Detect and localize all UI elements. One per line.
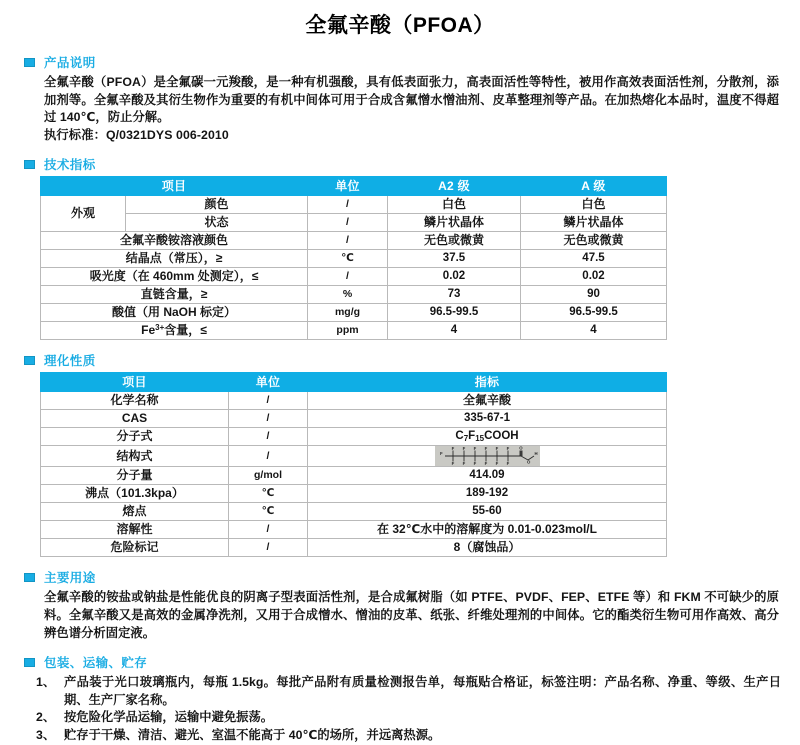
svg-text:F: F — [451, 461, 454, 467]
section-header-product-description — [24, 53, 800, 71]
svg-text:O: O — [526, 459, 530, 465]
table-header-row — [41, 373, 667, 392]
column-header-index: 指标 — [308, 373, 667, 392]
section-title-tech-specs: 技术指标 — [44, 158, 96, 173]
list-item — [36, 674, 781, 709]
cell-value: 在 32℃水中的溶解度为 0.01-0.023mol/L — [308, 521, 667, 539]
table-row — [41, 250, 667, 268]
cell-unit: / — [229, 539, 308, 557]
cell-item: 吸光度（在 460mm 处测定），≤ — [41, 268, 308, 286]
cell-unit: ℃ — [308, 250, 388, 268]
cell-value: 335-67-1 — [308, 410, 667, 428]
main-uses-body — [44, 589, 779, 642]
svg-text:F: F — [473, 446, 476, 452]
cell-a2: 96.5-99.5 — [388, 304, 521, 322]
cell-a: 白色 — [521, 196, 667, 214]
svg-text:F: F — [506, 446, 509, 452]
cell-a2: 白色 — [388, 196, 521, 214]
cell-a: 47.5 — [521, 250, 667, 268]
cell-item: 分子量 — [41, 467, 229, 485]
cell-unit: / — [308, 232, 388, 250]
svg-text:F: F — [495, 446, 498, 452]
cell-value: 189-192 — [308, 485, 667, 503]
table-row — [41, 539, 667, 557]
svg-text:F: F — [484, 446, 487, 452]
list-text: 按危险化学品运输，运输中避免振荡。 — [64, 710, 274, 725]
cell-value: 全氟辛酸 — [308, 392, 667, 410]
list-item — [36, 727, 781, 745]
cell-item: 沸点（101.3kpa） — [41, 485, 229, 503]
list-marker: 1、 — [36, 675, 56, 690]
page-title: 全氟辛酸（PFOA） — [305, 14, 495, 37]
cell-unit: / — [229, 446, 308, 467]
cell-a2: 0.02 — [388, 268, 521, 286]
cell-value: 8（腐蚀品） — [308, 539, 667, 557]
molecular-formula: $C_7F_{15}COOH$ — [455, 430, 519, 444]
phys-chem-table-wrap — [40, 372, 800, 557]
packaging-list — [36, 674, 781, 744]
svg-text:F: F — [462, 446, 465, 452]
column-header-unit: 单位 — [308, 177, 388, 196]
svg-text:F: F — [462, 461, 465, 467]
cell-item: 颜色 — [126, 196, 308, 214]
cell-unit: ppm — [308, 322, 388, 340]
cell-a2: 73 — [388, 286, 521, 304]
table-row — [41, 196, 667, 214]
cell-unit: / — [229, 521, 308, 539]
cell-value-structure — [308, 446, 667, 467]
cell-item: CAS — [41, 410, 229, 428]
svg-text:F: F — [495, 461, 498, 467]
list-marker: 2、 — [36, 710, 56, 725]
cell-item: 溶解性 — [41, 521, 229, 539]
product-description-standard: 执行标准：Q/0321DYS 006-2010 — [44, 127, 229, 142]
product-description-body — [44, 74, 779, 144]
svg-text:H: H — [534, 451, 538, 457]
cell-value: 414.09 — [308, 467, 667, 485]
section-header-packaging — [24, 653, 800, 671]
section-title-main-uses: 主要用途 — [44, 571, 96, 586]
cell-a: 鳞片状晶体 — [521, 214, 667, 232]
cell-unit: / — [229, 392, 308, 410]
table-row — [41, 410, 667, 428]
table-row — [41, 467, 667, 485]
section-header-phys-chem — [24, 351, 800, 369]
column-header-unit: 单位 — [229, 373, 308, 392]
table-row — [41, 392, 667, 410]
square-bullet-icon — [24, 573, 35, 582]
cell-item-iron — [41, 322, 308, 340]
cell-a: 96.5-99.5 — [521, 304, 667, 322]
cell-unit: g/mol — [229, 467, 308, 485]
main-uses-paragraph: 全氟辛酸的铵盐或钠盐是性能优良的阴离子型表面活性剂，是合成氟树脂（如 PTFE、PVDF、FEP、ETFE 等）和 FKM 不可缺少的原料。全氟辛酸又是高效的金属净洗剂，又用于合成憎水、憎油的皮革、纸张、纤维处理剂的中间体。它的酯类衍生物可用作高效、高分辨色谱分析固定液。 — [44, 590, 779, 640]
cell-unit: / — [229, 410, 308, 428]
iron-label: $Fe^{3+}$含量，≤ — [141, 322, 207, 337]
cell-item: 状态 — [126, 214, 308, 232]
svg-text:F: F — [506, 461, 509, 467]
cell-item: 分子式 — [41, 428, 229, 446]
tech-specs-table — [40, 176, 667, 340]
cell-unit: % — [308, 286, 388, 304]
cell-unit: ℃ — [229, 503, 308, 521]
cell-unit: / — [308, 214, 388, 232]
cell-a: 4 — [521, 322, 667, 340]
table-row — [41, 485, 667, 503]
section-header-tech-specs — [24, 155, 800, 173]
table-row — [41, 304, 667, 322]
svg-text:F: F — [473, 461, 476, 467]
list-item — [36, 709, 781, 727]
column-header-item: 项目 — [41, 177, 308, 196]
section-title-product-description: 产品说明 — [44, 56, 96, 70]
column-header-grade-a: A 级 — [521, 177, 667, 196]
section-header-main-uses — [24, 568, 800, 586]
cell-a: 90 — [521, 286, 667, 304]
cell-a: 0.02 — [521, 268, 667, 286]
table-row — [41, 521, 667, 539]
table-row — [41, 286, 667, 304]
square-bullet-icon — [24, 658, 35, 667]
svg-text:F: F — [484, 461, 487, 467]
table-row — [41, 322, 667, 340]
section-title-phys-chem: 理化性质 — [44, 354, 96, 369]
cell-item: 酸值（用 NaOH 标定） — [41, 304, 308, 322]
cell-item: 化学名称 — [41, 392, 229, 410]
column-header-grade-a2: A2 级 — [388, 177, 521, 196]
cell-item: 直链含量，≥ — [41, 286, 308, 304]
cell-group-appearance: 外观 — [41, 196, 126, 232]
pfoa-structural-formula-image — [435, 446, 540, 466]
phys-chem-table — [40, 372, 667, 557]
table-row — [41, 446, 667, 467]
cell-a2: 无色或微黄 — [388, 232, 521, 250]
tech-specs-table-wrap — [40, 176, 800, 340]
cell-item: 结晶点（常压），≥ — [41, 250, 308, 268]
cell-item: 全氟辛酸铵溶液颜色 — [41, 232, 308, 250]
list-text: 产品装于光口玻璃瓶内，每瓶 1.5kg。每批产品附有质量检测报告单，每瓶贴合格证，标签注明：产品名称、净重、等级、生产日期、生产厂家名称。 — [64, 675, 781, 707]
list-text: 贮存于干燥、清洁、避光、室温不能高于 40℃的场所，并远离热源。 — [64, 727, 441, 742]
product-description-paragraph: 全氟辛酸（PFOA）是全氟碳一元羧酸，是一种有机强酸，具有低表面张力，高表面活性等特性，被用作高效表面活性剂，分散剂，添加剂等。全氟辛酸及其衍生物作为重要的有机中间体可用于合成含氟憎水憎油剂、皮革整理剂等产品。在加热熔化本品时，温度不得超过 140℃，防止分解。 — [44, 75, 779, 125]
table-row — [41, 428, 667, 446]
list-marker: 3、 — [36, 727, 56, 742]
cell-unit: ℃ — [229, 485, 308, 503]
table-row — [41, 214, 667, 232]
cell-a2: 4 — [388, 322, 521, 340]
table-row — [41, 268, 667, 286]
cell-unit: mg/g — [308, 304, 388, 322]
square-bullet-icon — [24, 58, 35, 67]
square-bullet-icon — [24, 160, 35, 169]
cell-value-formula — [308, 428, 667, 446]
column-header-item: 项目 — [41, 373, 229, 392]
svg-text:F: F — [451, 446, 454, 452]
cell-unit: / — [308, 196, 388, 214]
cell-a2: 37.5 — [388, 250, 521, 268]
cell-unit: / — [229, 428, 308, 446]
cell-a2: 鳞片状晶体 — [388, 214, 521, 232]
section-title-packaging: 包装、运输、贮存 — [44, 656, 148, 671]
svg-text:O: O — [518, 446, 523, 451]
cell-item: 结构式 — [41, 446, 229, 467]
square-bullet-icon — [24, 356, 35, 365]
structural-formula-diagram — [435, 446, 540, 466]
cell-item: 熔点 — [41, 503, 229, 521]
cell-unit: / — [308, 268, 388, 286]
cell-a: 无色或微黄 — [521, 232, 667, 250]
table-row — [41, 503, 667, 521]
svg-text:F: F — [439, 451, 443, 457]
table-header-row — [41, 177, 667, 196]
cell-value: 55-60 — [308, 503, 667, 521]
cell-item: 危险标记 — [41, 539, 229, 557]
table-row — [41, 232, 667, 250]
